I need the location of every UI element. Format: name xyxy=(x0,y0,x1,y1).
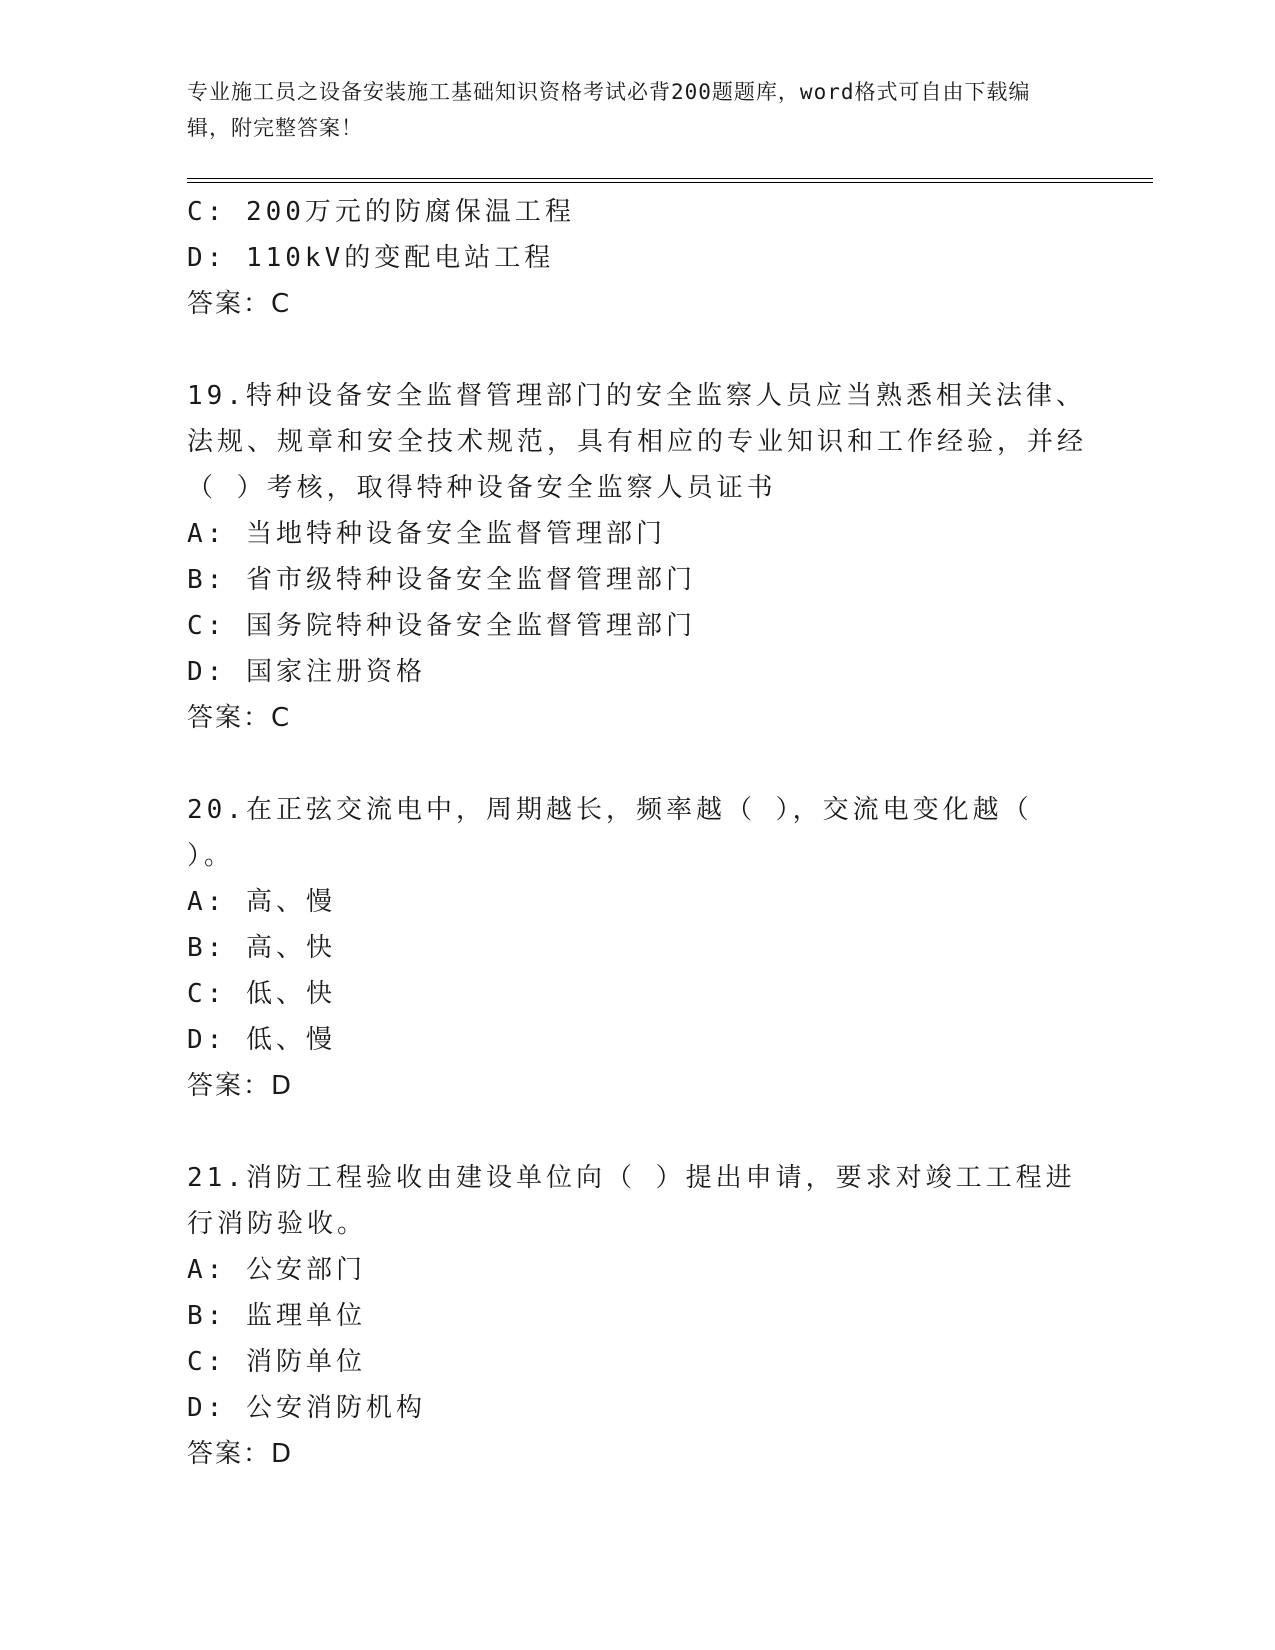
option-a: A: 高、慢 xyxy=(187,887,336,917)
header-divider-top xyxy=(187,178,1153,179)
spacer xyxy=(187,327,1087,373)
question-19 xyxy=(187,373,1087,741)
header-divider-bottom xyxy=(187,182,1153,183)
option-d: D: 110kV的变配电站工程 xyxy=(187,243,555,273)
spacer xyxy=(187,741,1087,787)
option-d: D: 低、慢 xyxy=(187,1025,336,1055)
option-d: D: 国家注册资格 xyxy=(187,657,426,687)
option-c: C: 消防单位 xyxy=(187,1347,366,1377)
question-list xyxy=(187,189,1087,1477)
answer-line: 答案：C xyxy=(187,289,292,319)
answer-line: 答案：C xyxy=(187,703,292,733)
answer-line: 答案：D xyxy=(187,1439,294,1469)
option-d: D: 公安消防机构 xyxy=(187,1393,426,1423)
option-a: A: 当地特种设备安全监督管理部门 xyxy=(187,519,666,549)
option-b: B: 监理单位 xyxy=(187,1301,366,1331)
option-c: C: 200万元的防腐保温工程 xyxy=(187,197,575,227)
option-c: C: 国务院特种设备安全监督管理部门 xyxy=(187,611,696,641)
option-a: A: 公安部门 xyxy=(187,1255,366,1285)
question-fragment xyxy=(187,189,1087,327)
answer-line: 答案：D xyxy=(187,1071,294,1101)
document-header: 专业施工员之设备安装施工基础知识资格考试必背200题题库，word格式可自由下载编辑，附完整答案！ xyxy=(187,80,1031,140)
option-b: B: 高、快 xyxy=(187,933,336,963)
question-21 xyxy=(187,1155,1087,1477)
question-20 xyxy=(187,787,1087,1109)
question-stem: 19.特种设备安全监督管理部门的安全监察人员应当熟悉相关法律、法规、规章和安全技术规范，具有相应的专业知识和工作经验，并经（ ）考核，取得特种设备安全监察人员证书 xyxy=(187,381,1088,503)
option-b: B: 省市级特种设备安全监督管理部门 xyxy=(187,565,696,595)
question-stem: 20.在正弦交流电中，周期越长，频率越（ ），交流电变化越（ ）。 xyxy=(187,795,1033,871)
spacer xyxy=(187,1109,1087,1155)
question-stem: 21.消防工程验收由建设单位向（ ）提出申请，要求对竣工工程进行消防验收。 xyxy=(187,1163,1076,1239)
option-c: C: 低、快 xyxy=(187,979,336,1009)
